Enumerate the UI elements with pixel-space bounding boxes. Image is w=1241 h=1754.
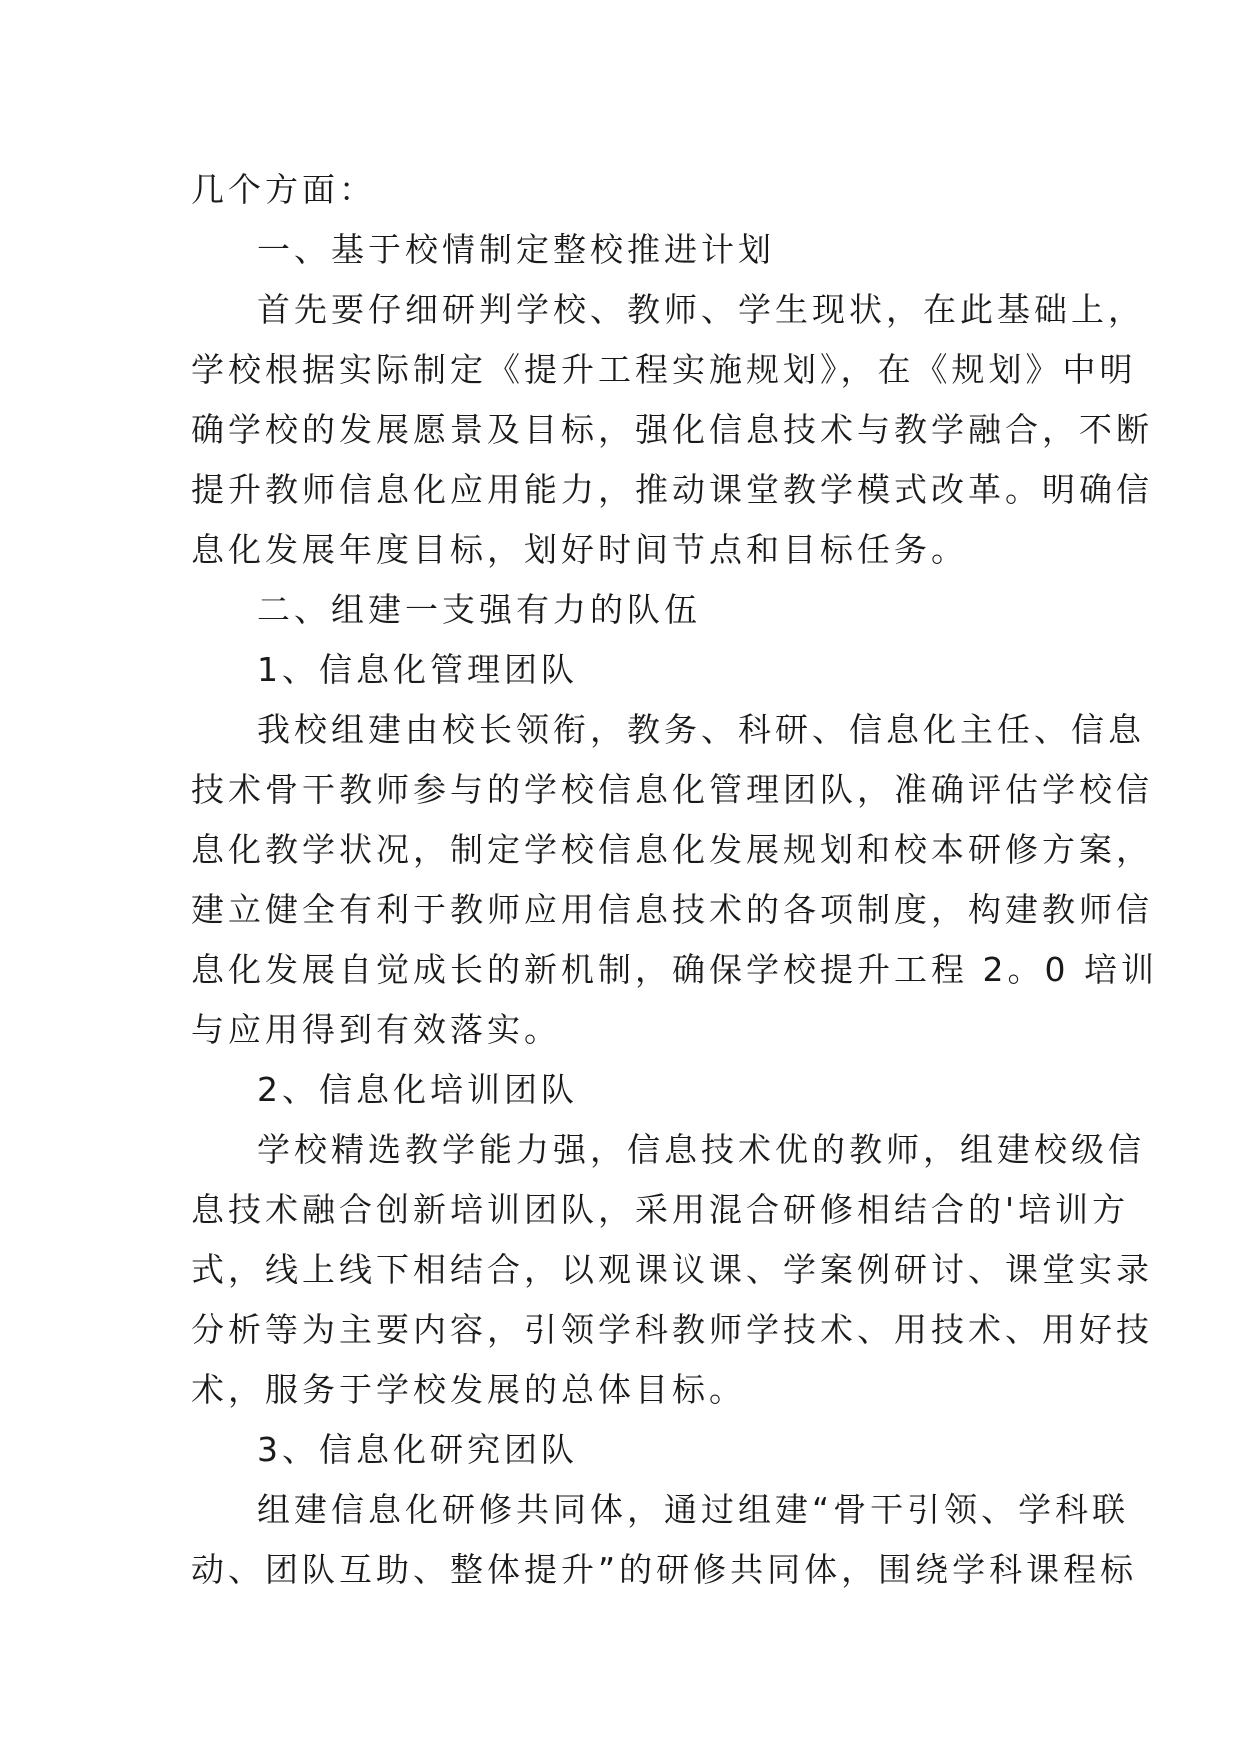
subsection-heading: 1、信息化管理团队	[257, 650, 578, 689]
text-line: 术，服务于学校发展的总体目标。	[191, 1370, 746, 1409]
subsection-heading: 2、信息化培训团队	[257, 1070, 578, 1109]
text-line: 组建信息化研修共同体，通过组建“骨干引领、学科联	[257, 1490, 1130, 1529]
text-line: 息化教学状况，制定学校信息化发展规划和校本研修方案，	[191, 830, 1153, 869]
text-line: 几个方面：	[191, 170, 376, 209]
text-line: 学校精选教学能力强，信息技术优的教师，组建校级信	[257, 1130, 1145, 1169]
document-body	[191, 160, 1158, 1600]
text-line: 技术骨干教师参与的学校信息化管理团队，准确评估学校信	[191, 770, 1153, 809]
text-line: 息化发展年度目标，划好时间节点和目标任务。	[191, 530, 968, 569]
text-line: 息化发展自觉成长的新机制，确保学校提升工程 2。0 培训	[191, 950, 1158, 989]
text-line: 提升教师信息化应用能力，推动课堂教学模式改革。明确信	[191, 470, 1153, 509]
subsection-heading: 3、信息化研究团队	[257, 1430, 578, 1469]
text-line: 与应用得到有效落实。	[191, 1010, 561, 1049]
text-line: 首先要仔细研判学校、教师、学生现状，在此基础上，	[257, 290, 1145, 329]
text-line: 学校根据实际制定《提升工程实施规划》，在《规划》中明	[191, 350, 1137, 389]
text-line: 式，线上线下相结合，以观课议课、学案例研讨、课堂实录	[191, 1250, 1153, 1289]
section-heading: 一、基于校情制定整校推进计划	[257, 230, 775, 269]
text-line: 动、团队互助、整体提升”的研修共同体，围绕学科课程标	[191, 1550, 1138, 1589]
text-line: 分析等为主要内容，引领学科教师学技术、用技术、用好技	[191, 1310, 1153, 1349]
section-heading: 二、组建一支强有力的队伍	[257, 590, 701, 629]
text-line: 建立健全有利于教师应用信息技术的各项制度，构建教师信	[191, 890, 1153, 929]
text-line: 我校组建由校长领衔，教务、科研、信息化主任、信息	[257, 710, 1145, 749]
text-line: 息技术融合创新培训团队，采用混合研修相结合的'培训方	[191, 1190, 1130, 1229]
text-line: 确学校的发展愿景及目标，强化信息技术与教学融合，不断	[191, 410, 1153, 449]
